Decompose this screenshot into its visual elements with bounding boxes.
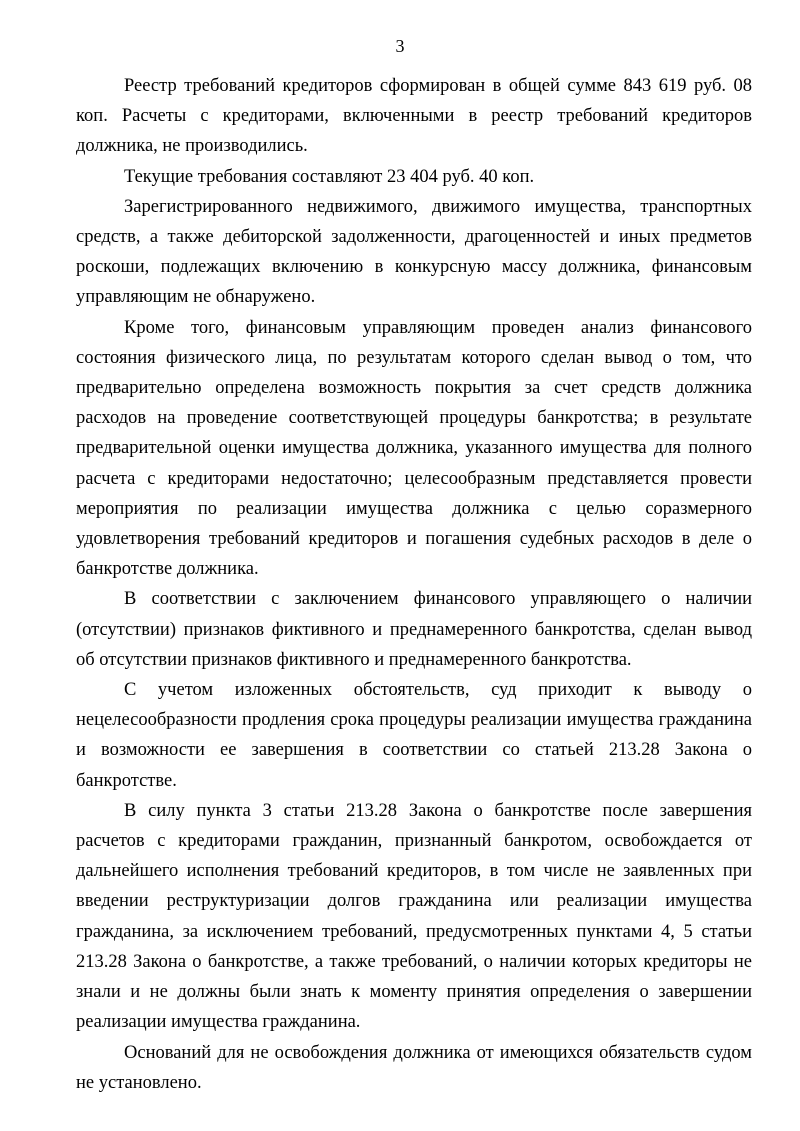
paragraph-property-not-found: Зарегистрированного недвижимого, движимого имущества, транспортных средств, а также дебиторской задолженности, драгоценностей и иных предметов роскоши, подлежащих включению в конкурсную массу должника, финансовым управляющим не обнаружено. <box>76 196 752 308</box>
document-body <box>76 71 752 1098</box>
paragraph-fictitious-bankruptcy: В соответствии с заключением финансового управляющего о наличии (отсутствии) признаков фиктивного и преднамеренного банкротства, сделан вывод об отсутствии признаков фиктивного и преднамеренного банкротства. <box>76 589 752 670</box>
paragraph-court-conclusion: С учетом изложенных обстоятельств, суд приходит к выводу о нецелесообразности продления срока процедуры реализации имущества гражданина и возможности ее завершения в соответствии со статьей 213.28 Закона о банкротстве. <box>76 680 752 791</box>
paragraph-financial-analysis: Кроме того, финансовым управляющим проведен анализ финансового состояния физического лица, по результатам которого сделан вывод о том, что предварительно определена возможность покрытия за счет средств должника расходов на проведение соответствующей процедуры банкротства; в результате предварительной оценки имущества должника, указанного имущества для полного расчета с кредиторами недостаточно; целесообразным представляется провести мероприятия по реализации имущества должника с целью соразмерного удовлетворения требований кредиторов и погашения судебных расходов в деле о банкротстве должника. <box>76 317 752 580</box>
paragraph-no-grounds: Оснований для не освобождения должника от имеющихся обязательств судом не установлено. <box>76 1042 752 1093</box>
paragraph-current-claims: Текущие требования составляют 23 404 руб. 40 коп. <box>124 166 535 187</box>
page-number: 3 <box>395 36 405 56</box>
paragraph-creditor-registry: Реестр требований кредиторов сформирован в общей сумме 843 619 руб. 08 коп. Расчеты с кредиторами, включенными в реестр требований кредиторов должника, не производились. <box>76 76 752 157</box>
paragraph-article-213-28: В силу пункта 3 статьи 213.28 Закона о банкротстве после завершения расчетов с кредиторами гражданин, признанный банкротом, освобождается от дальнейшего исполнения требований кредиторов, в том числе не заявленных при введении реструктуризации долгов гражданина или реализации имущества гражданина, за исключением требований, предусмотренных пунктами 4, 5 статьи 213.28 Закона о банкротстве, а также требований, о наличии которых кредиторы не знали и не должны были знать к моменту принятия определения о завершении реализации имущества гражданина. <box>76 800 752 1033</box>
